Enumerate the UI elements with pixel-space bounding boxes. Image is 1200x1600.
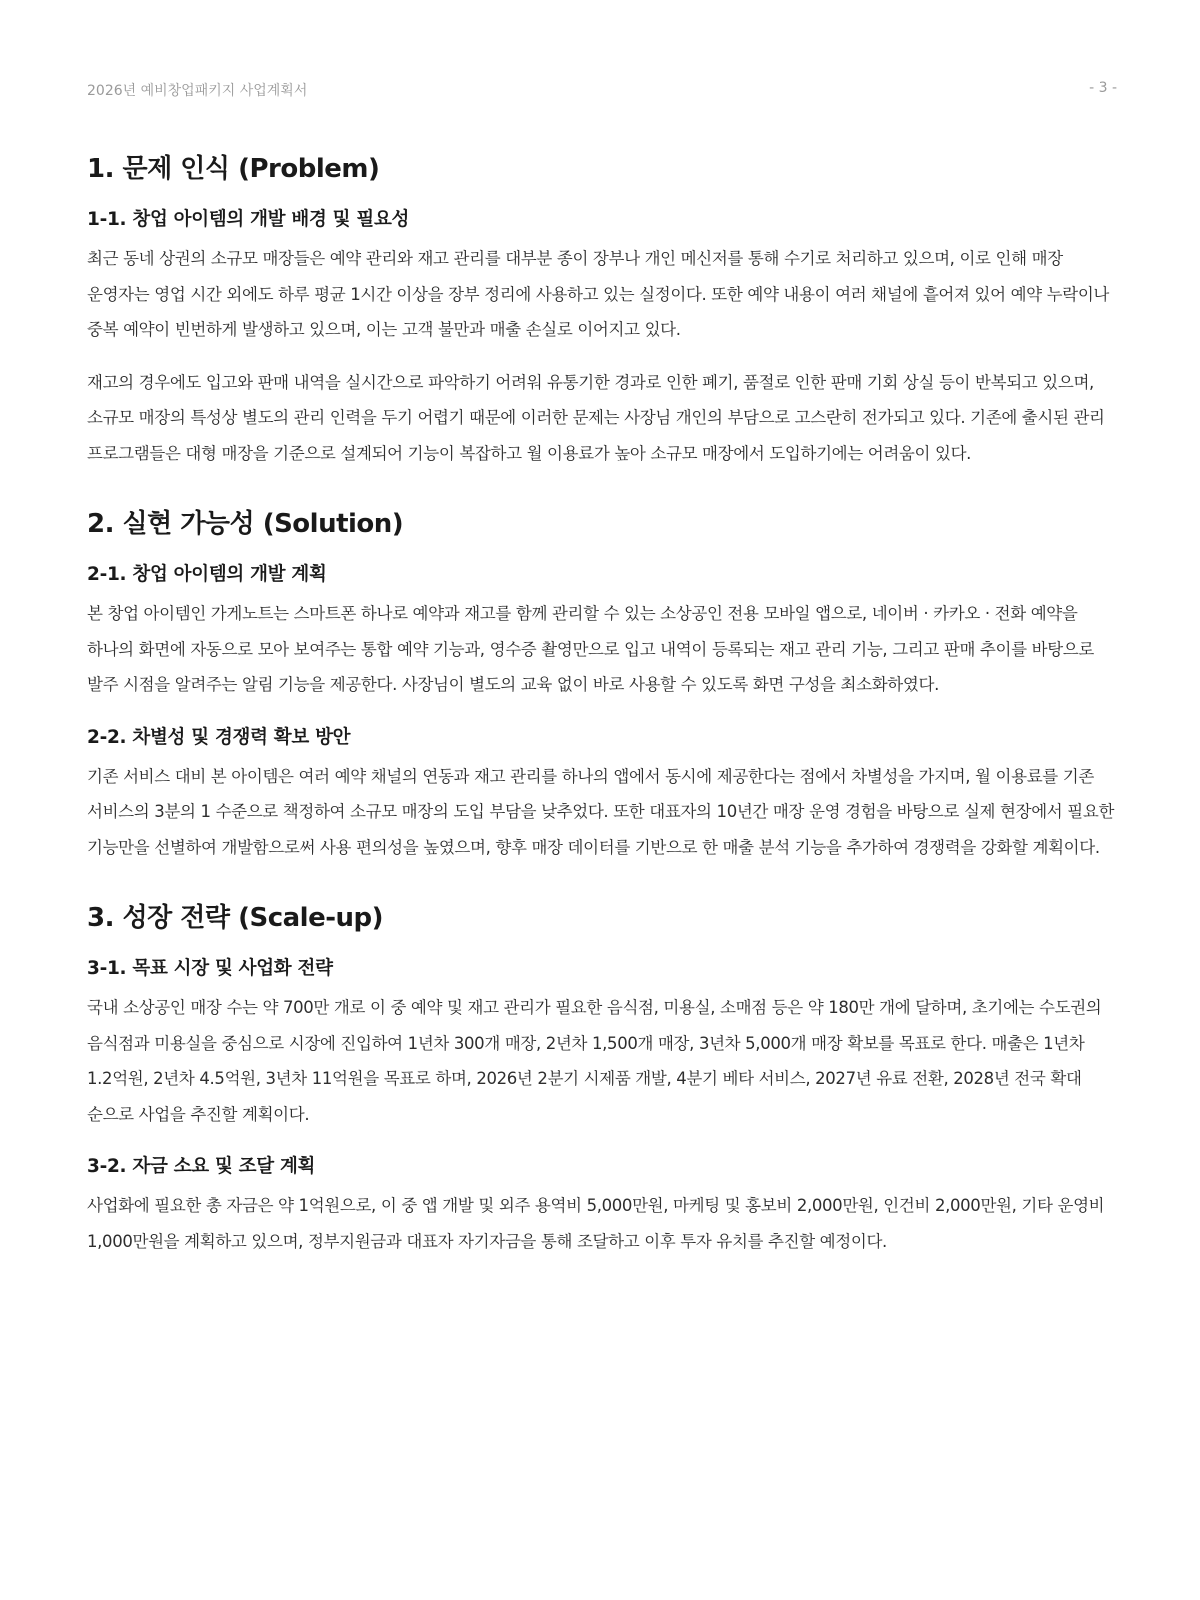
- body-paragraph: 국내 소상공인 매장 수는 약 700만 개로 이 중 예약 및 재고 관리가 필요한 음식점, 미용실, 소매점 등은 약 180만 개에 달하며, 초기에는 수도권의 음식점과 미용실을 중심으로 시장에 진입하여 1년차 300개 매장, 2년차 1,500개 매장, 3년차 5,000개 매장 확보를 목표로 한다. 매출은 1년차 1.2억원, 2년차 4.5억원, 3년차 11억원을 목표로 하며, 2026년 2분기 시제품 개발, 4분기 베타 서비스, 2027년 유료 전환, 2028년 전국 확대 순으로 사업을 추진할 계획이다.: [87, 998, 1102, 1124]
- section-solution: [87, 503, 1117, 865]
- body-paragraph: 최근 동네 상권의 소규모 매장들은 예약 관리와 재고 관리를 대부분 종이 장부나 개인 메신저를 통해 수기로 처리하고 있으며, 이로 인해 매장 운영자는 영업 시간 외에도 하루 평균 1시간 이상을 장부 정리에 사용하고 있는 실정이다. 또한 예약 내용이 여러 채널에 흩어져 있어 예약 누락이나 중복 예약이 빈번하게 발생하고 있으며, 이는 고객 불만과 매출 손실로 이어지고 있다.: [87, 249, 1109, 339]
- section-heading: 2. 실현 가능성 (Solution): [87, 509, 404, 539]
- running-header: [87, 80, 1117, 100]
- section-scale-up: [87, 897, 1117, 1259]
- subsection-heading: 3-2. 자금 소요 및 조달 계획: [87, 1156, 316, 1177]
- document-title: 2026년 예비창업패키지 사업계획서: [87, 83, 308, 99]
- subsection-heading: 2-1. 창업 아이템의 개발 계획: [87, 564, 327, 585]
- section-heading: 1. 문제 인식 (Problem): [87, 154, 380, 184]
- subsection-heading: 2-2. 차별성 및 경쟁력 확보 방안: [87, 726, 351, 748]
- body-paragraph: 본 창업 아이템인 가게노트는 스마트폰 하나로 예약과 재고를 함께 관리할 수 있는 소상공인 전용 모바일 앱으로, 네이버 · 카카오 · 전화 예약을 하나의 화면에 자동으로 모아 보여주는 통합 예약 기능과, 영수증 촬영만으로 입고 내역이 등록되는 재고 관리 기능, 그리고 판매 추이를 바탕으로 발주 시점을 알려주는 알림 기능을 제공한다. 사장님이 별도의 교육 없이 바로 사용할 수 있도록 화면 구성을 최소화하였다.: [87, 604, 1094, 694]
- body-paragraph: 기존 서비스 대비 본 아이템은 여러 예약 채널의 연동과 재고 관리를 하나의 앱에서 동시에 제공한다는 점에서 차별성을 가지며, 월 이용료를 기존 서비스의 3분의 1 수준으로 책정하여 소규모 매장의 도입 부담을 낮추었다. 또한 대표자의 10년간 매장 운영 경험을 바탕으로 실제 현장에서 필요한 기능만을 선별하여 개발함으로써 사용 편의성을 높였으며, 향후 매장 데이터를 기반으로 한 매출 분석 기능을 추가하여 경쟁력을 강화할 계획이다.: [87, 766, 1115, 857]
- page-number: - 3 -: [1089, 80, 1117, 96]
- section-heading: 3. 성장 전략 (Scale-up): [87, 903, 383, 933]
- section-problem: [87, 148, 1117, 471]
- subsection-heading: 1-1. 창업 아이템의 개발 배경 및 필요성: [87, 209, 410, 230]
- body-paragraph: 사업화에 필요한 총 자금은 약 1억원으로, 이 중 앱 개발 및 외주 용역비 5,000만원, 마케팅 및 홍보비 2,000만원, 인건비 2,000만원, 기타 운영비 1,000만원을 계획하고 있으며, 정부지원금과 대표자 자기자금을 통해 조달하고 이후 투자 유치를 추진할 예정이다.: [87, 1196, 1105, 1251]
- body-paragraph: 재고의 경우에도 입고와 판매 내역을 실시간으로 파악하기 어려워 유통기한 경과로 인한 폐기, 품절로 인한 판매 기회 상실 등이 반복되고 있으며, 소규모 매장의 특성상 별도의 관리 인력을 두기 어렵기 때문에 이러한 문제는 사장님 개인의 부담으로 고스란히 전가되고 있다. 기존에 출시된 관리 프로그램들은 대형 매장을 기준으로 설계되어 기능이 복잡하고 월 이용료가 높아 소규모 매장에서 도입하기에는 어려움이 있다.: [87, 372, 1105, 463]
- document-body: [87, 148, 1117, 1259]
- subsection-heading: 3-1. 목표 시장 및 사업화 전략: [87, 958, 333, 979]
